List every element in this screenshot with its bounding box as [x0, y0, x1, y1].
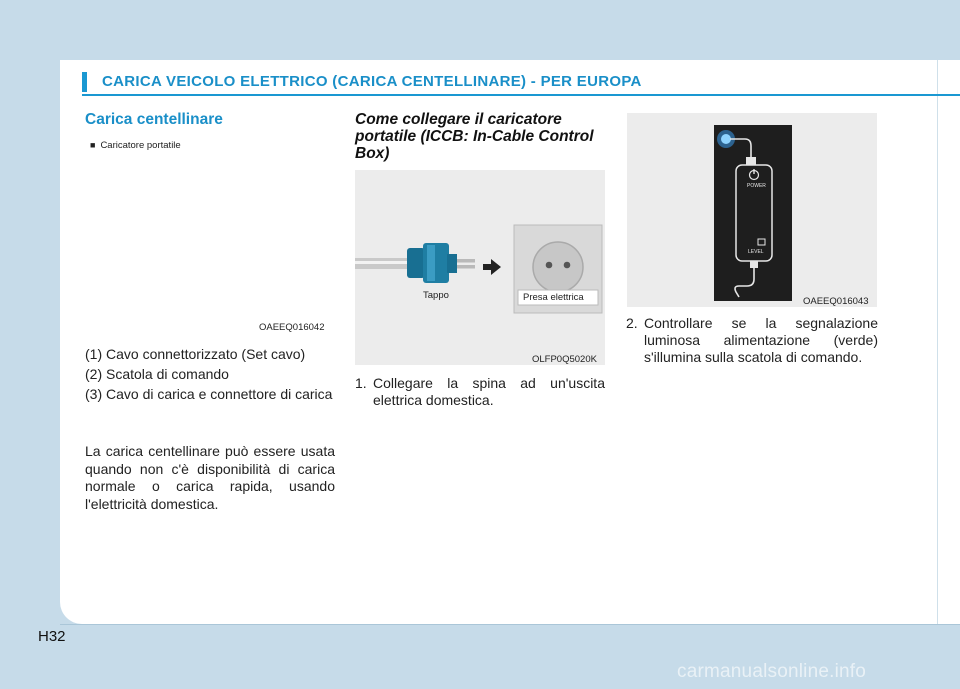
figure-code-middle: OLFP0Q5020K [532, 354, 597, 365]
list-item-text: Cavo connettorizzato (Set cavo) [106, 346, 306, 362]
figure-caption-text: Caricatore portatile [100, 140, 181, 151]
step-1 [355, 375, 605, 409]
page-number: H32 [38, 628, 66, 645]
list-item-text: Cavo di carica e connettore di carica [106, 386, 333, 402]
footer-rule [60, 624, 960, 625]
plug-socket-illustration [355, 170, 605, 365]
step-number: 1. [355, 375, 367, 391]
list-item [85, 385, 335, 403]
list-item-number: (2) [85, 366, 103, 382]
plug-label: Tappo [423, 290, 449, 301]
section-title: CARICA VEICOLO ELETTRICO (CARICA CENTELLINARE) - PER EUROPA [102, 73, 642, 90]
header-accent-bar [82, 72, 87, 92]
component-list [85, 345, 335, 405]
control-box-illustration [627, 113, 877, 307]
header-underline [82, 94, 960, 96]
figure-code-left: OAEEQ016042 [259, 322, 325, 333]
figure-code-right: OAEEQ016043 [803, 296, 869, 307]
socket-label: Presa elettrica [523, 292, 584, 303]
step-text: Controllare se la segnalazione luminosa alimentazione (verde) s'illumina sulla scatola di comando. [644, 315, 878, 365]
step-number: 2. [626, 315, 638, 331]
list-item [85, 345, 335, 363]
control-box-figure [627, 113, 877, 307]
list-item-number: (3) [85, 386, 103, 402]
list-item-text: Scatola di comando [106, 366, 229, 382]
power-label: POWER [747, 183, 766, 189]
plug-socket-figure [355, 170, 605, 365]
caption-square-icon: ■ [90, 140, 96, 150]
list-item-number: (1) [85, 346, 103, 362]
list-item [85, 365, 335, 383]
level-label: LEVEL [748, 249, 764, 255]
trickle-charge-paragraph: La carica centellinare può essere usata quando non c'è disponibilità di carica normale o carica rapida, usando l'elettricità domestica. [85, 443, 335, 512]
watermark-text: carmanualsonline.info [677, 661, 867, 682]
middle-heading: Come collegare il caricatore portatile (ICCB: In-Cable Control Box) [355, 111, 594, 162]
step-text: Collegare la spina ad un'uscita elettrica domestica. [373, 375, 605, 408]
left-heading: Carica centellinare [85, 111, 223, 128]
section-header [82, 70, 960, 96]
figure-caption [90, 140, 181, 151]
step-2 [626, 315, 878, 366]
right-margin-rule [937, 60, 938, 624]
